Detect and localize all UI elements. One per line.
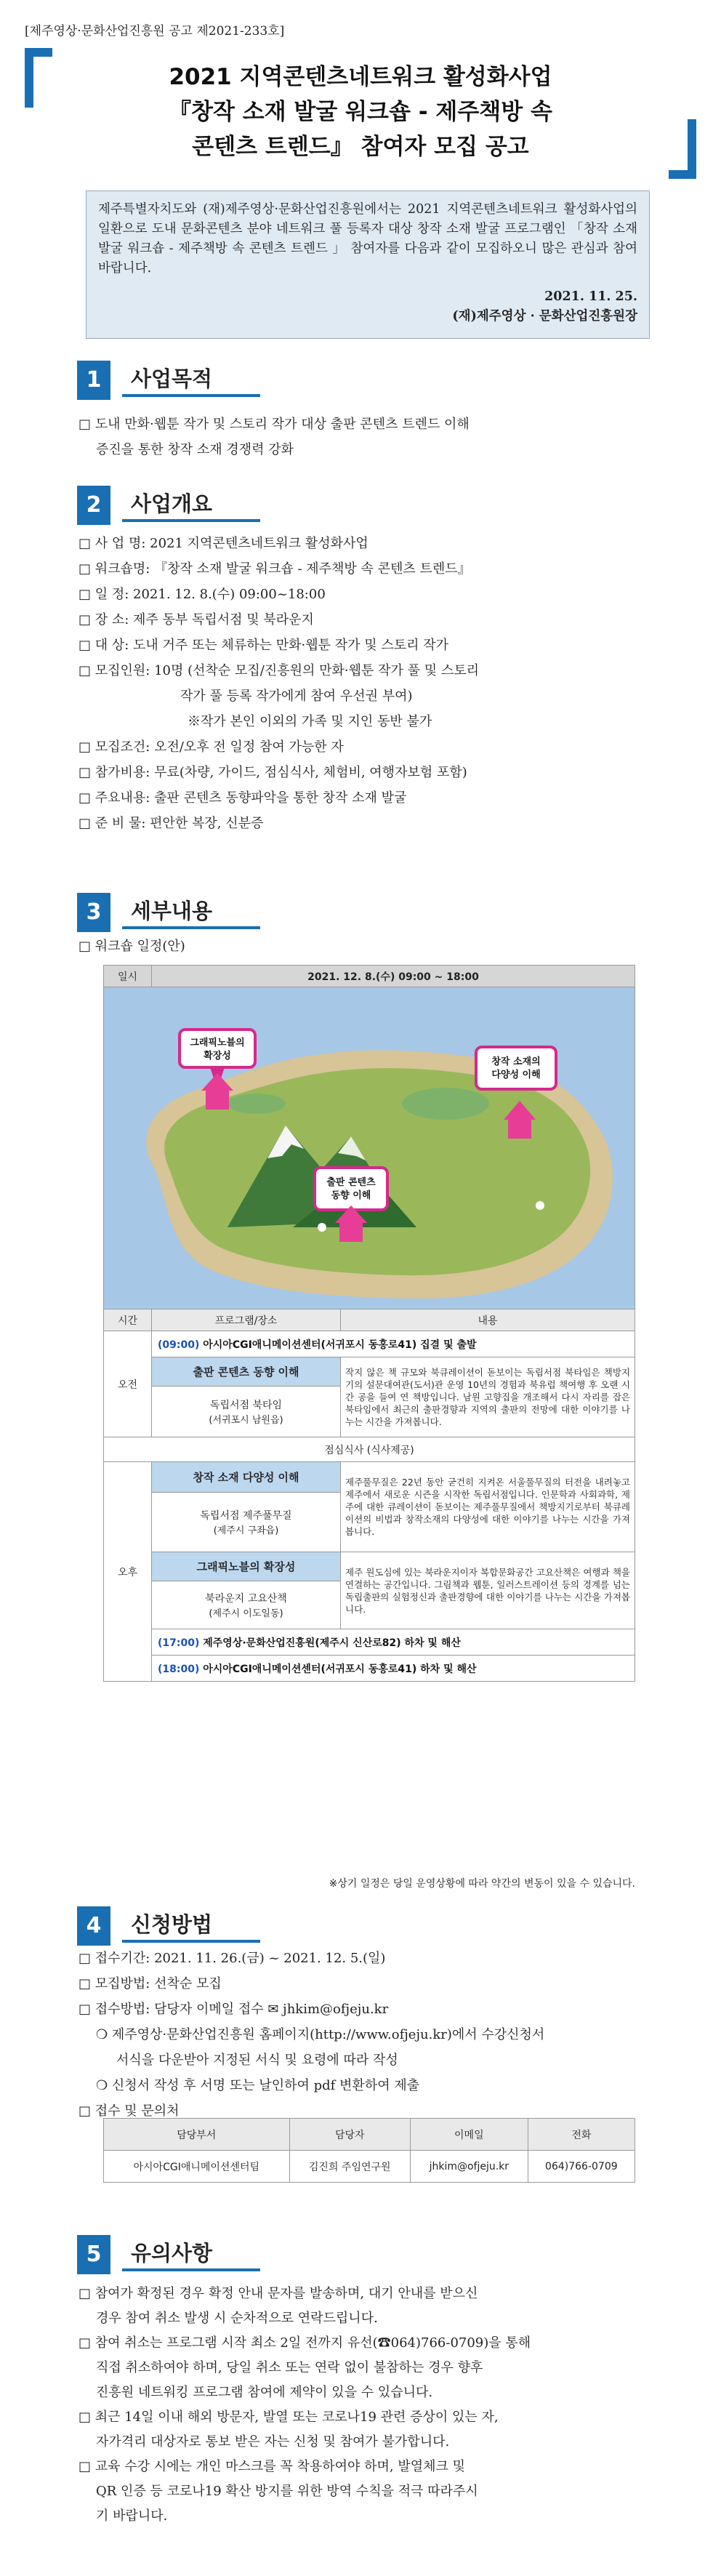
section-1-header: [77, 361, 260, 400]
datetime-label: 일시: [104, 966, 152, 987]
caution-1: □ 참여가 확정된 경우 확정 안내 문자를 발송하며, 대기 안내를 받으신: [78, 2286, 478, 2301]
apply-period: □ 접수기간: 2021. 11. 26.(금) ~ 2021. 12. 5.(일): [78, 1951, 386, 1966]
afternoon-label: 오후: [104, 1462, 152, 1682]
contact-head-person: 담당자: [289, 2119, 410, 2151]
section-title: 사업목적: [122, 364, 260, 397]
program-2-title: 창작 소재 다양성 이해: [152, 1462, 341, 1493]
dismiss-seogwipo: [152, 1656, 635, 1682]
intro-body: 제주특별자치도와 (재)제주영상·문화산업진흥원에서는 2021 지역콘텐츠네트워크 활성화사업의 일환으로 도내 문화콘텐츠 분야 네트워크 풀 등록자 대상 창작 소재 발굴 프로그램인 「창작 소재 발굴 워크숍 - 제주책방 속 콘텐츠 트렌드 」 참여자를 다음과 같이 모집하오니 많은 관심과 참여 바랍니다.: [98, 202, 637, 276]
apply-sub-1: ❍ 제주영상·문화산업진흥원 홈페이지(http://www.ofjeju.kr)에서 수강신청서: [96, 2027, 545, 2042]
caution-1-cont: 경우 참여 취소 발생 시 순차적으로 연락드립니다.: [96, 2311, 378, 2326]
section-number: 4: [77, 1906, 110, 1946]
apply-sub-1-cont: 서식을 다운받아 지정된 서식 및 요령에 따라 작성: [116, 2053, 398, 2068]
intro-org: (재)제주영상 · 문화산업진흥원장: [452, 309, 637, 324]
island-illustration: [104, 987, 635, 1306]
section-3-header: [77, 893, 260, 932]
bubble-creative-2: 다양성 이해: [491, 1070, 541, 1080]
program-3-desc: 제주 원도심에 있는 북라운지이자 복합문화공간 고요산책은 여행과 책을 연결하는 공간입니다. 그림책과 웹툰, 일러스트레이션 등의 경계를 넘는 독립출판의 실험정신과 출판경향에 대한 이야기를 나누는 시간을 가져봅니다.: [341, 1552, 635, 1629]
location-sub: (서귀포시 남원읍): [209, 1415, 283, 1426]
section-title: 신청방법: [122, 1909, 260, 1943]
caution-2-cont2: 진흥원 네트워킹 프로그램 참여에 제약이 있을 수 있습니다.: [96, 2385, 433, 2400]
location-sub: (제주시 구좌읍): [213, 1525, 279, 1536]
program-1-desc: 작지 않은 책 규모와 북큐레이션이 돋보이는 독립서점 북타임은 책방지기의 설문대여관(도서)관 운영 10년의 경험과 북유럽 책여행 후 오랜 시간 공을 들여 연 책방입니다. 남원 고향집을 개조해서 다시 자리를 잡은 북타임에서 최근의 출판경향과 지역의 출판의 전망에 대한 이야기를 나누는 시간을 가져봅니다.: [341, 1357, 635, 1437]
title-line-1: 2021 지역콘텐츠네트워크 활성화사업: [169, 64, 552, 90]
apply-method: □ 모집방법: 선착순 모집: [78, 1976, 222, 1991]
section-number: 5: [77, 2235, 110, 2274]
contact-head-phone: 전화: [528, 2119, 635, 2151]
program-1-location: [152, 1387, 341, 1437]
contact-person: 김진희 주임연구원: [289, 2151, 410, 2183]
section-1-body: [78, 412, 692, 462]
col-content: 내용: [341, 1309, 635, 1331]
overview-cost: □ 참가비용: 무료(차량, 가이드, 점심식사, 체험비, 여행자보험 포함): [78, 765, 467, 780]
bullet-cont: 증진을 통한 창작 소재 경쟁력 강화: [96, 442, 294, 457]
bubble-graphic-novel-2: 확장성: [204, 1051, 231, 1062]
section-title: 사업개요: [122, 489, 260, 522]
dismiss-jeju: [152, 1629, 635, 1656]
apply-contact: □ 접수 및 문의처: [78, 2103, 180, 2119]
title-line-2: 『창작 소재 발굴 워크숍 - 제주책방 속: [169, 99, 552, 125]
contact-head-dept: 담당부서: [104, 2119, 290, 2151]
program-2-location: [152, 1493, 341, 1552]
bullet: □ 도내 만화·웹툰 작가 및 스토리 작가 대상 출판 콘텐츠 트렌드 이해: [78, 417, 470, 432]
caution-2-cont: 직접 취소하여야 하며, 당일 취소 또는 연락 없이 불참하는 경우 향후: [96, 2360, 483, 2375]
section-number: 2: [77, 486, 110, 525]
program-1-title: 출판 콘텐츠 동향 이해: [152, 1357, 341, 1387]
overview-capacity: □ 모집인원: 10명 (선착순 모집/진흥원의 만화·웹툰 작가 풀 및 스토리: [78, 663, 479, 678]
overview-place: □ 장 소: 제주 동부 독립서점 및 북라운지: [78, 612, 314, 627]
apply-submit: □ 접수방법: 담당자 이메일 접수 ✉ jhkim@ofjeju.kr: [78, 2002, 389, 2017]
contact-table: [103, 2118, 635, 2183]
overview-capacity-cont: 작가 풀 등록 작가에게 참여 우선권 부여): [180, 689, 413, 704]
section-number: 3: [77, 893, 110, 932]
morning-label: 오전: [104, 1331, 152, 1437]
program-2-desc: 제주풀무질은 22년 동안 굳건히 지켜온 서울풀무질의 터전을 내려놓고 제주에서 새로운 시즌을 시작한 독립서점입니다. 인문학과 사회과학, 제주에 대한 큐레이션이 돋보이는 제주풀무질에서 책방지기로부터 북큐레이션의 비법과 창작소재의 다양성에 대한 이야기를 나누는 시간을 가져봅니다.: [341, 1462, 635, 1552]
dismiss-time: (18:00): [158, 1663, 200, 1675]
caution-3-cont: 자가격리 대상자로 통보 받은 자는 신청 및 참여가 불가합니다.: [96, 2434, 450, 2449]
section-5-body: [78, 2282, 692, 2529]
program-3-location: [152, 1581, 341, 1629]
section-4-header: [77, 1906, 260, 1946]
contact-email[interactable]: jhkim@ofjeju.kr: [410, 2151, 528, 2183]
schedule-footnote: ※상기 일정은 당일 운영상황에 따라 약간의 변동이 있을 수 있습니다.: [329, 1878, 635, 1890]
caution-4: □ 교육 수강 시에는 개인 마스크를 꼭 착용하여야 하며, 발열체크 및: [78, 2459, 466, 2474]
program-3-title: 그래픽노블의 확장성: [152, 1552, 341, 1581]
title-line-3: 콘텐츠 트렌드』 참여자 모집 공고: [192, 134, 529, 160]
dismiss-text: 아시아CGI애니메이션센터(서귀포시 동홍로41) 하차 및 해산: [203, 1663, 477, 1675]
apply-sub-2: ❍ 신청서 작성 후 서명 또는 날인하여 pdf 변환하여 제출: [96, 2078, 420, 2093]
section-4-body: [78, 1946, 692, 2124]
overview-content: □ 주요내용: 출판 콘텐츠 동향파악을 통한 창작 소재 발굴: [78, 790, 407, 806]
section-title: 세부내용: [122, 896, 260, 929]
schedule-table: [103, 965, 635, 1866]
caution-4-cont2: 기 바랍니다.: [96, 2508, 168, 2524]
overview-schedule: □ 일 정: 2021. 12. 8.(수) 09:00~18:00: [78, 587, 326, 602]
morning-gather: [152, 1331, 635, 1357]
location-sub: (제주시 이도일동): [209, 1608, 283, 1619]
gather-time: (09:00): [158, 1339, 200, 1351]
bubble-publish-1: 출판 콘텐츠: [326, 1177, 376, 1188]
contact-phone: 064)766-0709: [528, 2151, 635, 2183]
contact-head-email: 이메일: [410, 2119, 528, 2151]
notice-number: [제주영상·문화산업진흥원 공고 제2021-233호]: [25, 24, 285, 39]
intro-date: 2021. 11. 25.: [544, 289, 637, 304]
gather-text: 아시아CGI애니메이션센터(서귀포시 동홍로41) 집결 및 출발: [203, 1339, 477, 1351]
dismiss-time: (17:00): [158, 1637, 200, 1649]
contact-dept: 아시아CGI애니메이션센터팀: [104, 2151, 290, 2183]
section-title: 유의사항: [122, 2238, 260, 2271]
overview-note: ※작가 본인 이외의 가족 및 지인 동반 불가: [188, 714, 432, 729]
caution-4-cont: QR 인증 등 코로나19 확산 방지를 위한 방역 수칙을 적극 따라주시: [96, 2484, 478, 2499]
section-2-body: [78, 531, 692, 836]
section-5-header: [77, 2235, 260, 2274]
bubble-creative-1: 창작 소재의: [491, 1056, 541, 1067]
overview-workshop: □ 워크숍명: 『창작 소재 발굴 워크숍 - 제주책방 속 콘텐츠 트렌드』: [78, 561, 471, 577]
location-name: 독립서점 북타임: [209, 1400, 283, 1411]
island-illustration-cell: [104, 987, 635, 1309]
location-name: 독립서점 제주풀무질: [200, 1510, 292, 1522]
location-name: 북라운지 고요산책: [205, 1593, 287, 1605]
bubble-publish-2: 동향 이해: [331, 1190, 371, 1201]
title-box: [25, 48, 696, 179]
overview-target: □ 대 상: 도내 거주 또는 체류하는 만화·웹툰 작가 및 스토리 작가: [78, 638, 449, 653]
caution-2: □ 참여 취소는 프로그램 시작 최소 2일 전까지 유선(☎064)766-0709)을 통해: [78, 2335, 531, 2351]
datetime-value: 2021. 12. 8.(수) 09:00 ~ 18:00: [152, 966, 635, 987]
col-time: 시간: [104, 1309, 152, 1331]
overview-condition: □ 모집조건: 오전/오후 전 일정 참여 가능한 자: [78, 739, 344, 755]
bubble-graphic-novel-1: 그래픽노블의: [190, 1038, 245, 1048]
section-number: 1: [77, 361, 110, 400]
overview-prep: □ 준 비 물: 편안한 복장, 신분증: [78, 816, 264, 831]
intro-box: [86, 190, 650, 339]
caution-3: □ 최근 14일 이내 해외 방문자, 발열 또는 코로나19 관련 증상이 있는 자,: [78, 2410, 499, 2425]
section-3-intro: □ 워크숍 일정(안): [78, 939, 185, 954]
section-2-header: [77, 486, 260, 525]
overview-name: □ 사 업 명: 2021 지역콘텐츠네트워크 활성화사업: [78, 536, 368, 551]
lunch-row: 점심식사 (식사제공): [104, 1437, 635, 1462]
col-program: 프로그램/장소: [152, 1309, 341, 1331]
dismiss-text: 제주영상·문화산업진흥원(제주시 신산로82) 하차 및 해산: [203, 1637, 461, 1649]
